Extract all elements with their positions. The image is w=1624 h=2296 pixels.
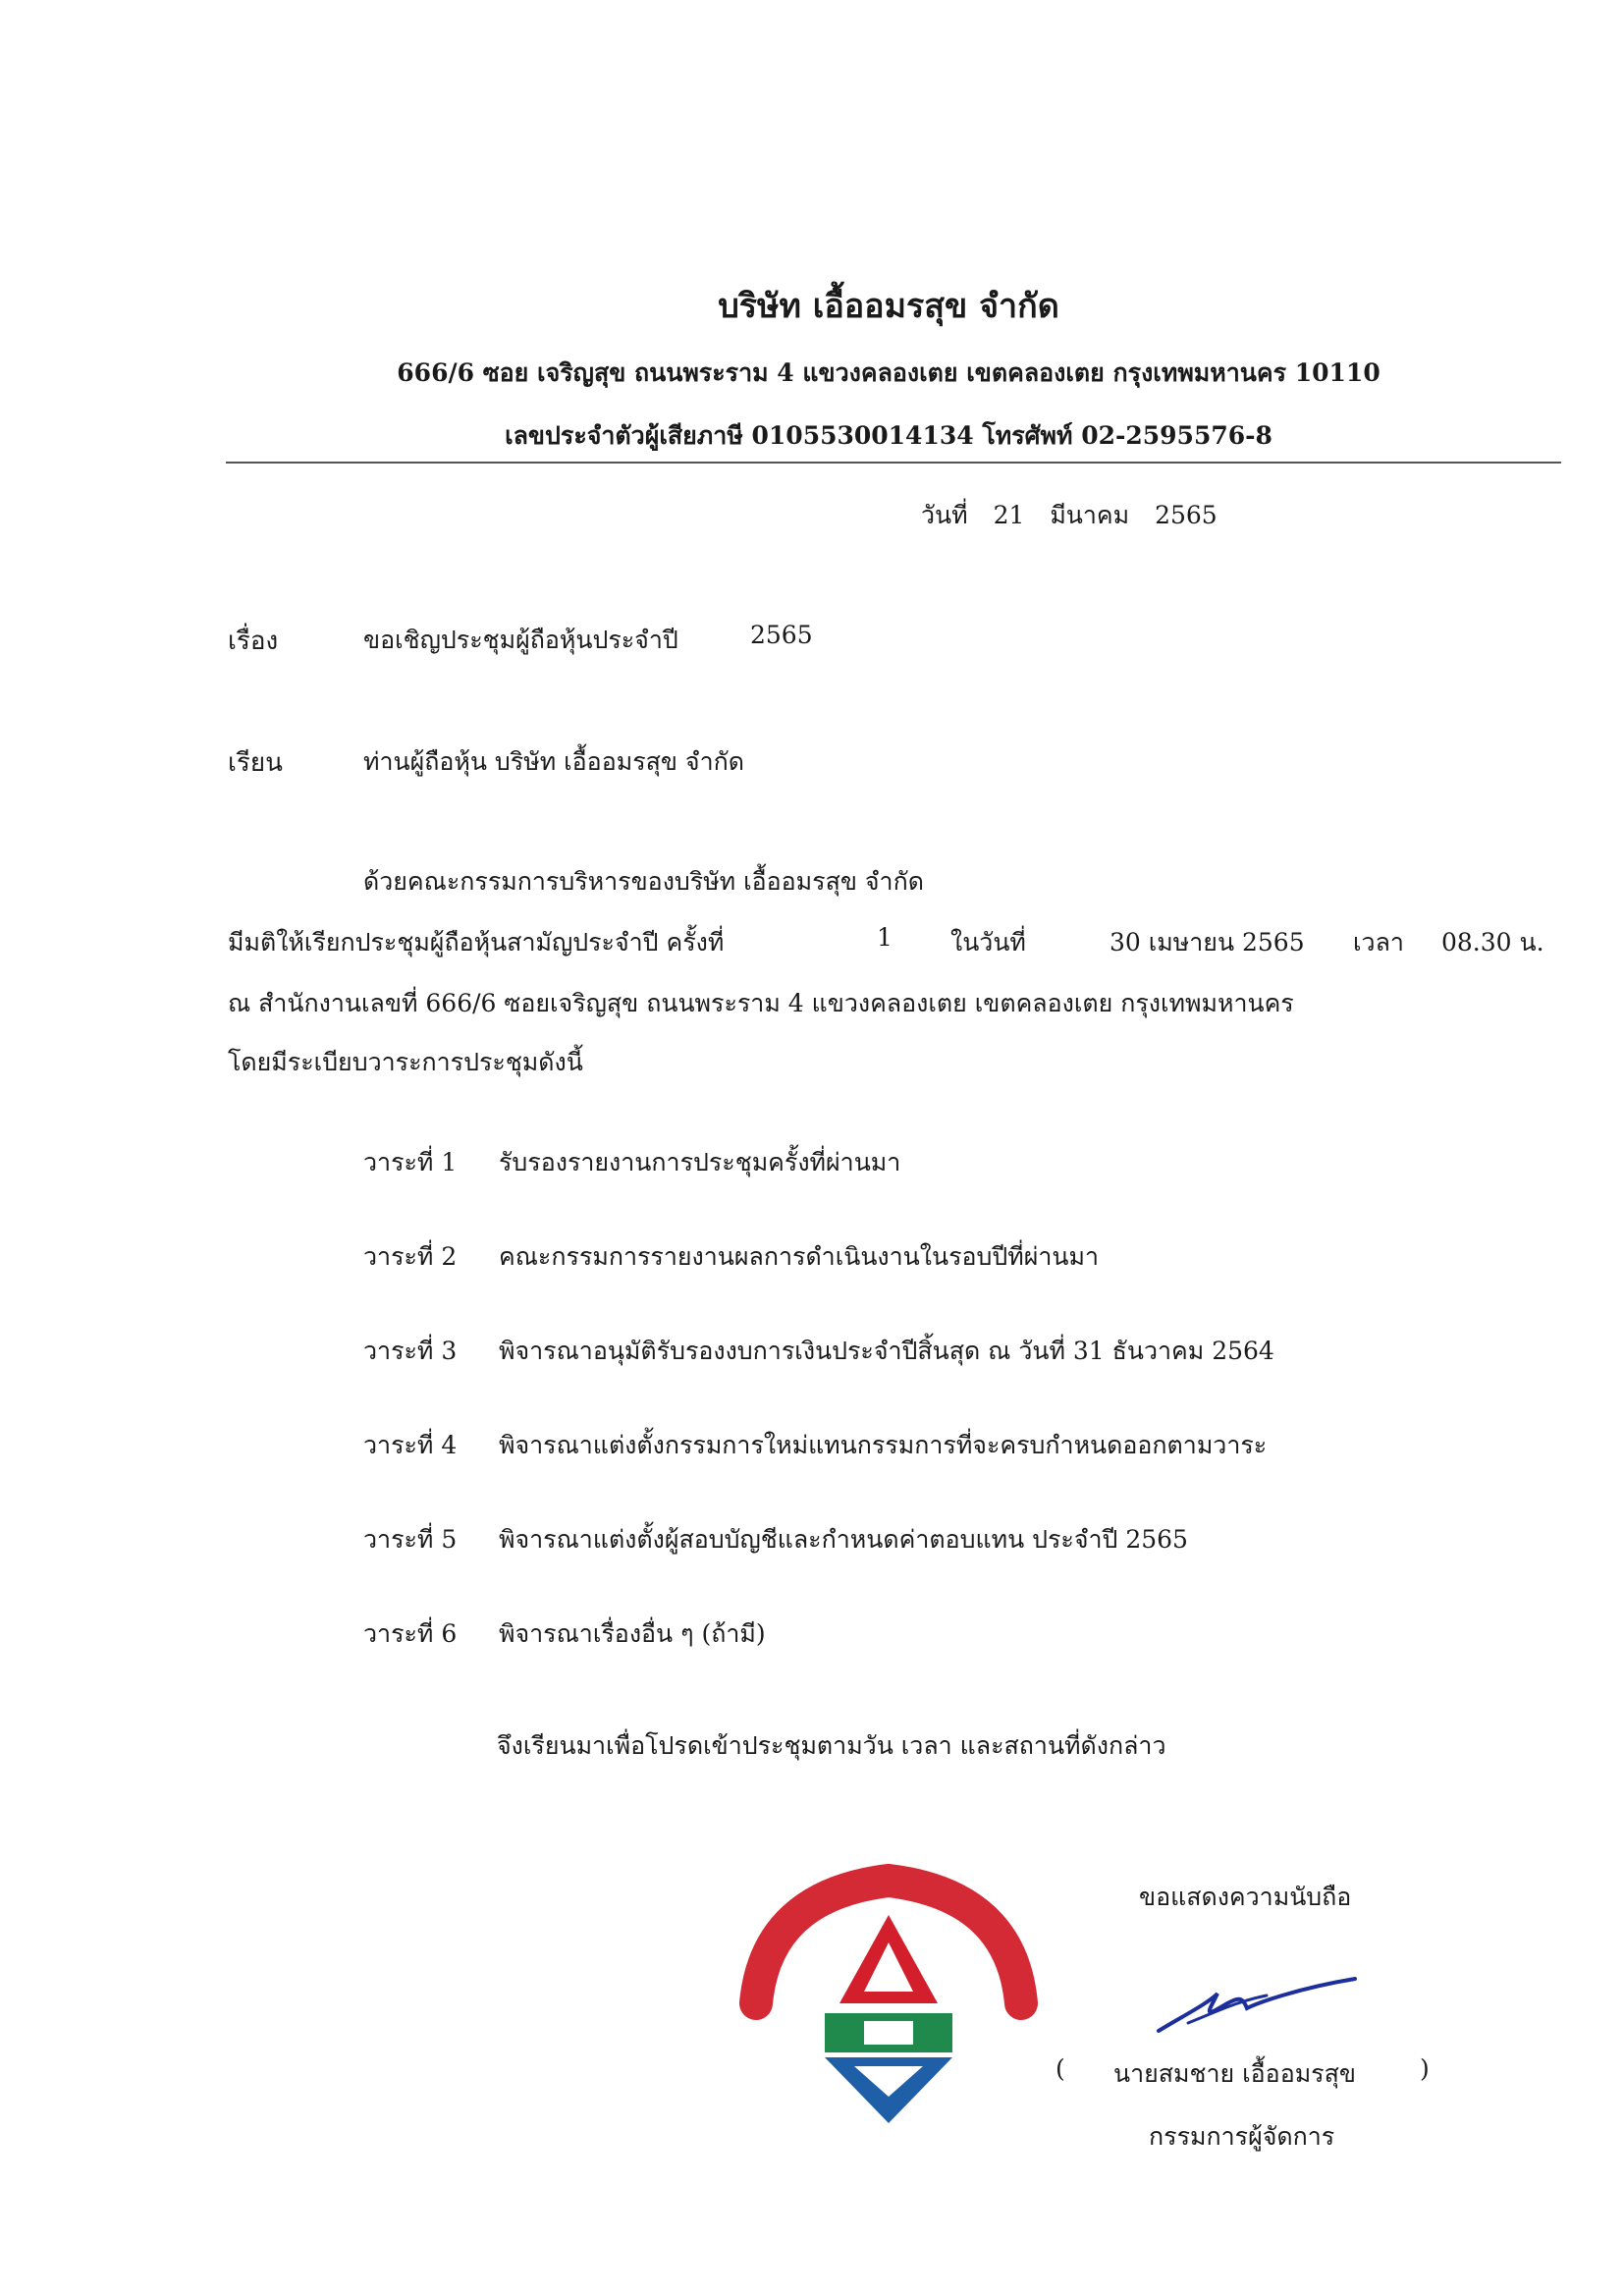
signer-name: นายสมชาย เอื้ออมรสุข	[1113, 2059, 1356, 2088]
meeting-time: 08.30 น.	[1441, 928, 1544, 957]
intro-line-4: โดยมีระเบียบวาระการประชุมดังนี้	[228, 1048, 583, 1076]
handwritten-signature	[1149, 1974, 1365, 2043]
signer-open-paren: (	[1056, 2054, 1065, 2083]
header-divider	[226, 462, 1561, 464]
recipient-label: เรียน	[228, 748, 283, 778]
meeting-number: 1	[877, 923, 893, 952]
intro-line-2a: มีมติให้เรียกประชุมผู้ถือหุ้นสามัญประจำปี ครั้งที่	[228, 928, 725, 957]
intro-line-1: ด้วยคณะกรรมการบริหารของบริษัท เอื้ออมรสุข จำกัด	[363, 867, 924, 896]
date-day: 21	[993, 501, 1025, 529]
subject-label: เรื่อง	[228, 627, 279, 656]
agenda-no: วาระที่ 5	[363, 1525, 458, 1554]
closing-line: จึงเรียนมาเพื่อโปรดเข้าประชุมตามวัน เวลา และสถานที่ดังกล่าว	[497, 1731, 1166, 1760]
regards-text: ขอแสดงความนับถือ	[1139, 1883, 1352, 1911]
agenda-no: วาระที่ 1	[363, 1148, 458, 1176]
agenda-text: พิจารณาเรื่องอื่น ๆ (ถ้ามี)	[499, 1619, 766, 1648]
agenda-text: รับรองรายงานการประชุมครั้งที่ผ่านมา	[499, 1148, 901, 1176]
tax-phone-line: เลขประจำตัวผู้เสียภาษี 0105530014134 โทรศัพท์ 02-2595576-8	[505, 421, 1272, 450]
letter-date	[921, 496, 1235, 535]
subject-year: 2565	[750, 621, 813, 649]
subject-text: ขอเชิญประชุมผู้ถือหุ้นประจำปี	[363, 626, 678, 654]
intro-line-2c: เวลา	[1353, 928, 1404, 957]
agenda-no: วาระที่ 3	[363, 1337, 458, 1365]
signer-title: กรรมการผู้จัดการ	[1149, 2122, 1335, 2151]
agenda-no: วาระที่ 2	[363, 1242, 458, 1271]
agenda-text: พิจารณาแต่งตั้งผู้สอบบัญชีและกำหนดค่าตอบแทน ประจำปี 2565	[499, 1525, 1188, 1554]
signer-close-paren: )	[1420, 2054, 1430, 2083]
agenda-no: วาระที่ 4	[363, 1431, 458, 1459]
company-seal-logo	[727, 1856, 1051, 2141]
date-label: วันที่	[921, 501, 968, 529]
company-address: 666/6 ซอย เจริญสุข ถนนพระราม 4 แขวงคลองเตย เขตคลองเตย กรุงเทพมหานคร 10110	[397, 358, 1380, 387]
agenda-text: พิจารณาอนุมัติรับรองงบการเงินประจำปีสิ้นสุด ณ วันที่ 31 ธันวาคม 2564	[499, 1337, 1274, 1365]
date-month: มีนาคม	[1050, 501, 1130, 529]
agenda-no: วาระที่ 6	[363, 1619, 458, 1648]
meeting-date: 30 เมษายน 2565	[1110, 928, 1305, 957]
agenda-text: คณะกรรมการรายงานผลการดำเนินงานในรอบปีที่ผ่านมา	[499, 1242, 1100, 1271]
agenda-text: พิจารณาแต่งตั้งกรรมการใหม่แทนกรรมการที่จะครบกำหนดออกตามวาระ	[499, 1431, 1268, 1459]
company-name: บริษัท เอื้ออมรสุข จำกัด	[718, 287, 1059, 326]
date-year: 2565	[1155, 501, 1218, 529]
intro-line-3: ณ สำนักงานเลขที่ 666/6 ซอยเจริญสุข ถนนพระราม 4 แขวงคลองเตย เขตคลองเตย กรุงเทพมหานคร	[228, 989, 1294, 1017]
intro-line-2b: ในวันที่	[950, 928, 1026, 957]
recipient-text: ท่านผู้ถือหุ้น บริษัท เอื้ออมรสุข จำกัด	[363, 747, 744, 776]
